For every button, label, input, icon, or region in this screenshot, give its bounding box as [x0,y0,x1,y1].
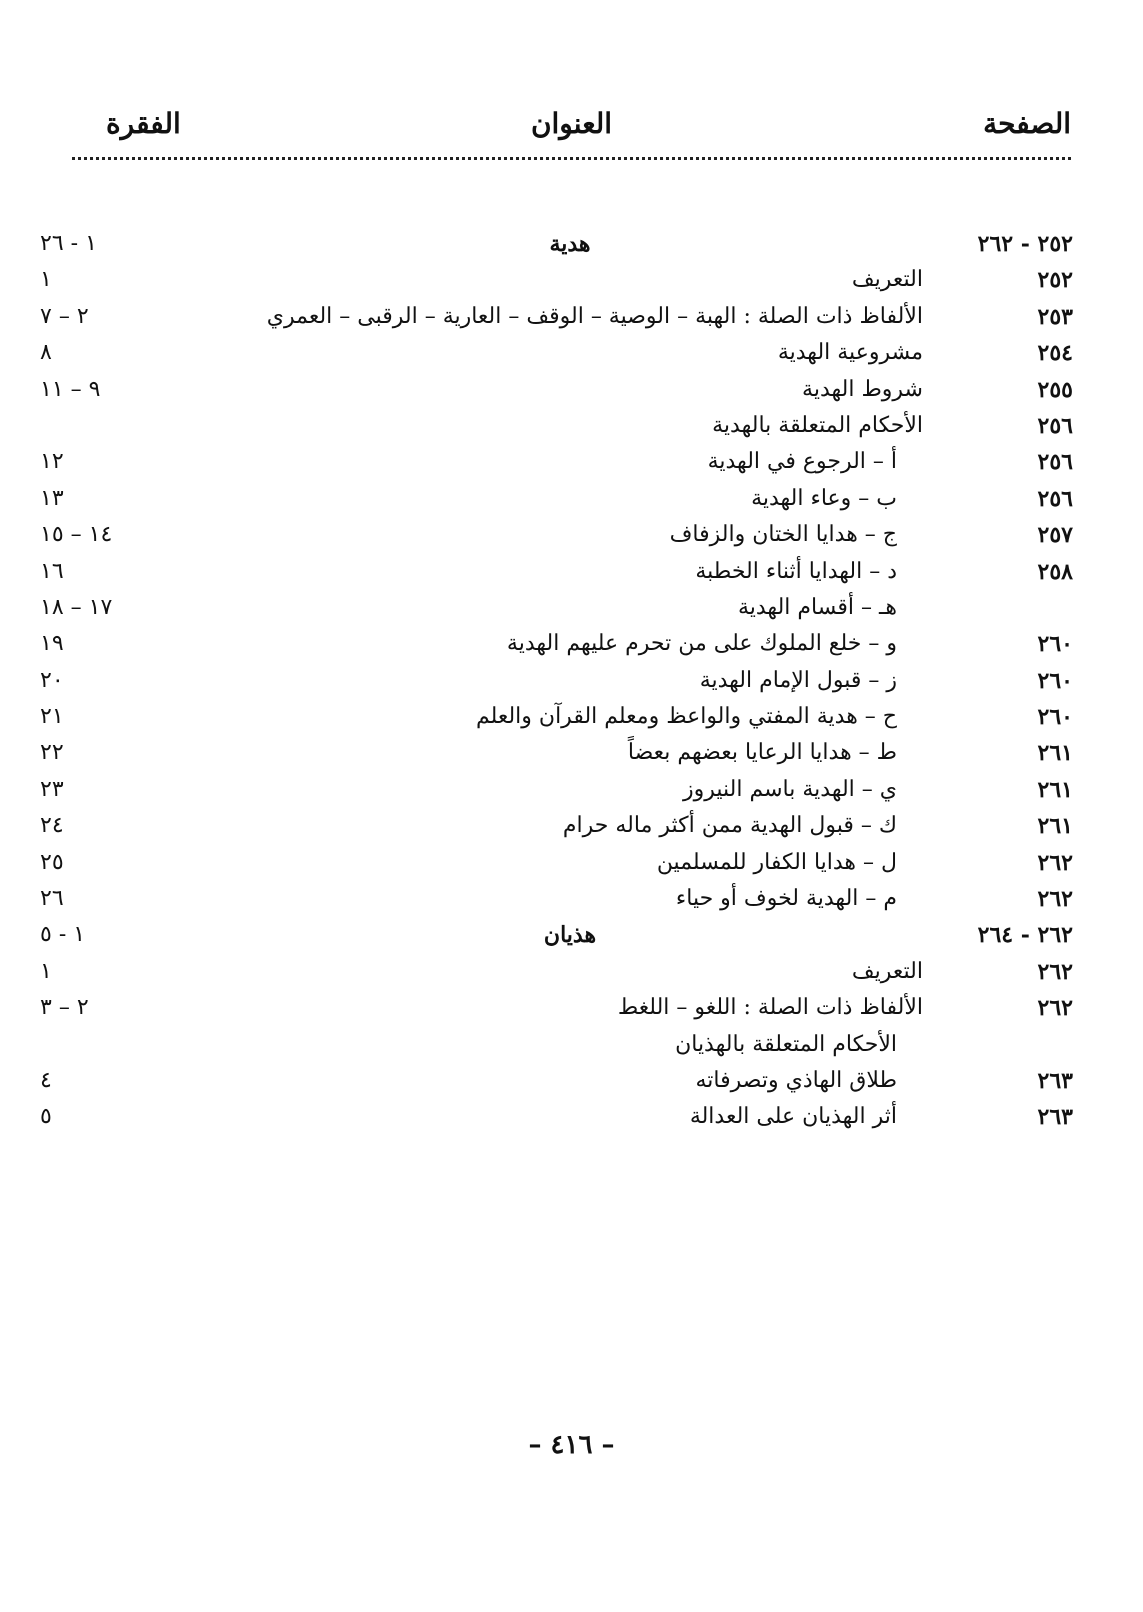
page-ref: ٢٦٠ [1037,667,1073,694]
index-row [40,845,1073,881]
index-row [40,881,1073,917]
index-row [40,299,1073,335]
entry-title: ح – هدية المفتي والواعظ ومعلم القرآن والعلم [475,704,897,730]
paragraph-ref: ٢ – ٧ [40,303,89,329]
entry-title: ك – قبول الهدية ممن أكثر ماله حرام [562,813,897,839]
page-ref: ٢٦٢ [1037,886,1073,913]
page-ref: ٢٦٠ [1037,631,1073,658]
paragraph-ref: ٢٦ [40,886,64,912]
page-number: – ٤١٦ – [528,1430,615,1460]
entry-title: طلاق الهاذي وتصرفاته [695,1067,897,1093]
paragraph-ref: ٢٢ [40,740,64,766]
page-ref: ٢٦٢ [1037,849,1073,876]
index-row [40,1063,1073,1099]
index-row [40,1099,1073,1135]
index-row [40,517,1073,553]
entry-title: أثر الهذيان على العدالة [689,1104,897,1130]
index-row [40,808,1073,844]
paragraph-ref: ٨ [40,340,52,366]
entry-title: ج – هدايا الختان والزفاف [669,522,897,548]
dotted-divider [72,157,1071,160]
index-row [40,408,1073,444]
paragraph-ref: ١٩ [40,631,64,657]
paragraph-ref: ١ - ٥ [40,922,86,948]
paragraph-ref: ٢٠ [40,667,64,693]
table-header [72,100,1071,160]
index-row [40,335,1073,371]
paragraph-ref: ٢ – ٣ [40,995,89,1021]
entry-title: م – الهدية لخوف أو حياء [675,886,897,912]
paragraph-ref: ١ - ٢٦ [40,231,97,256]
page-ref: ٢٥٦ [1037,449,1073,476]
page-ref: ٢٥٦ [1037,485,1073,512]
index-row [40,372,1073,408]
index-row [40,262,1073,298]
entry-heading: هدية [549,231,591,257]
entry-title: الأحكام المتعلقة بالهدية [712,412,923,438]
page-ref: ٢٦٢ - ٢٦٤ [977,922,1073,949]
entry-title: التعريف [851,267,923,293]
paragraph-ref: ١٢ [40,449,64,475]
page-column-header: الصفحة [983,107,1071,140]
paragraph-ref: ٥ [40,1104,52,1130]
paragraph-ref: ١٣ [40,485,64,511]
page-ref: ٢٦٣ [1037,1067,1073,1094]
page-ref: ٢٦١ [1037,740,1073,767]
paragraph-ref: ١٤ – ١٥ [40,522,113,548]
index-row [40,226,1073,262]
index-row [40,954,1073,990]
index-row [40,990,1073,1026]
page-ref: ٢٦٢ [1037,958,1073,985]
page-ref: ٢٦١ [1037,776,1073,803]
paragraph-ref: ١ [40,267,52,293]
page-ref: ٢٥٣ [1037,303,1073,330]
index-row [40,444,1073,480]
index-row [40,699,1073,735]
entry-title: ل – هدايا الكفار للمسلمين [656,849,897,875]
page-ref: ٢٦٠ [1037,704,1073,731]
entry-title: التعريف [851,958,923,984]
entry-title: و – خلع الملوك على من تحرم عليهم الهدية [506,631,897,657]
entry-title: أ – الرجوع في الهدية [707,449,897,475]
paragraph-ref: ٩ – ١١ [40,376,101,402]
page-ref: ٢٥٤ [1037,340,1073,367]
entry-title: شروط الهدية [802,376,923,402]
page-ref: ٢٥٧ [1037,522,1073,549]
entry-title: ب – وعاء الهدية [751,485,897,511]
paragraph-ref: ٢٤ [40,813,64,839]
paragraph-ref: ١ [40,958,52,984]
entry-title: ي – الهدية باسم النيروز [683,776,897,802]
page-ref: ٢٥٢ - ٢٦٢ [977,231,1073,257]
paragraph-ref: ٤ [40,1067,52,1093]
paragraph-ref: ١٧ – ١٨ [40,594,113,620]
page-ref: ٢٥٨ [1037,558,1073,585]
index-row [40,663,1073,699]
index-row [40,772,1073,808]
entry-heading: هذيان [543,922,597,949]
entry-title: ط – هدايا الرعايا بعضهم بعضاً [627,740,897,766]
page-ref: ٢٥٦ [1037,412,1073,439]
index-row [40,481,1073,517]
index-row [40,1027,1073,1063]
index-list [40,226,1073,1136]
paragraph-ref: ١٦ [40,558,64,584]
paragraph-ref: ٢١ [40,704,64,730]
page-ref: ٢٥٥ [1037,376,1073,403]
entry-title: ز – قبول الإمام الهدية [699,667,897,693]
paragraph-ref: ٢٥ [40,849,64,875]
entry-title: هـ – أقسام الهدية [737,594,897,620]
page-ref: ٢٦٢ [1037,995,1073,1022]
page-ref: ٢٦٣ [1037,1104,1073,1131]
entry-title: د – الهدايا أثناء الخطبة [695,558,897,584]
index-row [40,590,1073,626]
page-ref: ٢٥٢ [1037,267,1073,294]
entry-title: الألفاظ ذات الصلة : اللغو – اللغط [617,995,923,1021]
index-row [40,626,1073,662]
entry-title: الألفاظ ذات الصلة : الهبة – الوصية – الوقف – العارية – الرقبى – العمري [266,303,923,329]
entry-title: مشروعية الهدية [777,340,923,366]
index-row [40,735,1073,771]
paragraph-column-header: الفقرة [106,107,181,140]
entry-title: الأحكام المتعلقة بالهذيان [675,1031,897,1057]
page-ref: ٢٦١ [1037,813,1073,840]
index-row [40,917,1073,953]
title-column-header: العنوان [530,107,613,140]
index-row [40,554,1073,590]
paragraph-ref: ٢٣ [40,776,64,802]
